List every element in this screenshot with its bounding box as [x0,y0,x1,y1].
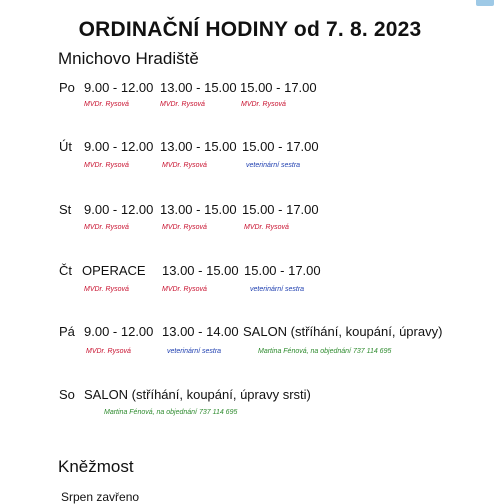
time-slot: SALON (stříhání, koupání, úpravy srsti) [84,387,311,402]
staff-note: MVDr. Rysová [160,101,205,108]
staff-note: MVDr. Rysová [162,224,207,231]
staff-note: MVDr. Rysová [84,286,129,293]
staff-note: MVDr. Rysová [86,348,131,355]
staff-note: veterinární sestra [246,162,301,169]
day-label-so: So [59,387,75,402]
time-slot: 9.00 - 12.00 [84,80,154,95]
staff-note: MVDr. Rysová [241,101,286,108]
time-slot: 13.00 - 15.00 [162,263,239,278]
staff-note: MVDr. Rysová [244,224,289,231]
day-label-pa: Pá [59,324,75,339]
page-title: ORDINAČNÍ HODINY od 7. 8. 2023 [78,18,422,41]
time-slot: 13.00 - 15.00 [160,202,237,217]
time-slot: 9.00 - 12.00 [84,324,154,339]
time-slot: 9.00 - 12.00 [84,139,154,154]
closure-note: Srpen zavřeno [61,490,140,504]
time-slot: 13.00 - 15.00 [160,80,237,95]
staff-note: Martina Fénová, na objednání 737 114 695 [104,409,238,416]
time-slot: 15.00 - 17.00 [242,202,319,217]
staff-note: veterinární sestra [250,286,305,293]
time-slot: 13.00 - 15.00 [160,139,237,154]
time-slot: 15.00 - 17.00 [244,263,321,278]
time-slot: OPERACE [82,263,146,278]
staff-note: MVDr. Rysová [162,286,207,293]
time-slot: SALON (stříhání, koupání, úpravy) [243,324,443,339]
staff-note: MVDr. Rysová [162,162,207,169]
staff-note: veterinární sestra [167,348,222,355]
staff-note: MVDr. Rysová [84,162,129,169]
day-label-st: St [59,202,72,217]
day-label-po: Po [59,80,75,95]
staff-note: Martina Fénová, na objednání 737 114 695 [258,348,392,355]
time-slot: 9.00 - 12.00 [84,202,154,217]
day-label-ut: Út [59,139,72,154]
day-label-ct: Čt [59,263,72,278]
staff-note: MVDr. Rysová [84,224,129,231]
time-slot: 13.00 - 14.00 [162,324,239,339]
staff-note: MVDr. Rysová [84,101,129,108]
location-heading-knezmost: Kněžmost [58,457,134,476]
corner-tab-mark [476,0,494,6]
time-slot: 15.00 - 17.00 [242,139,319,154]
location-heading-mnichovo-hradiste: Mnichovo Hradiště [58,49,199,68]
time-slot: 15.00 - 17.00 [240,80,317,95]
